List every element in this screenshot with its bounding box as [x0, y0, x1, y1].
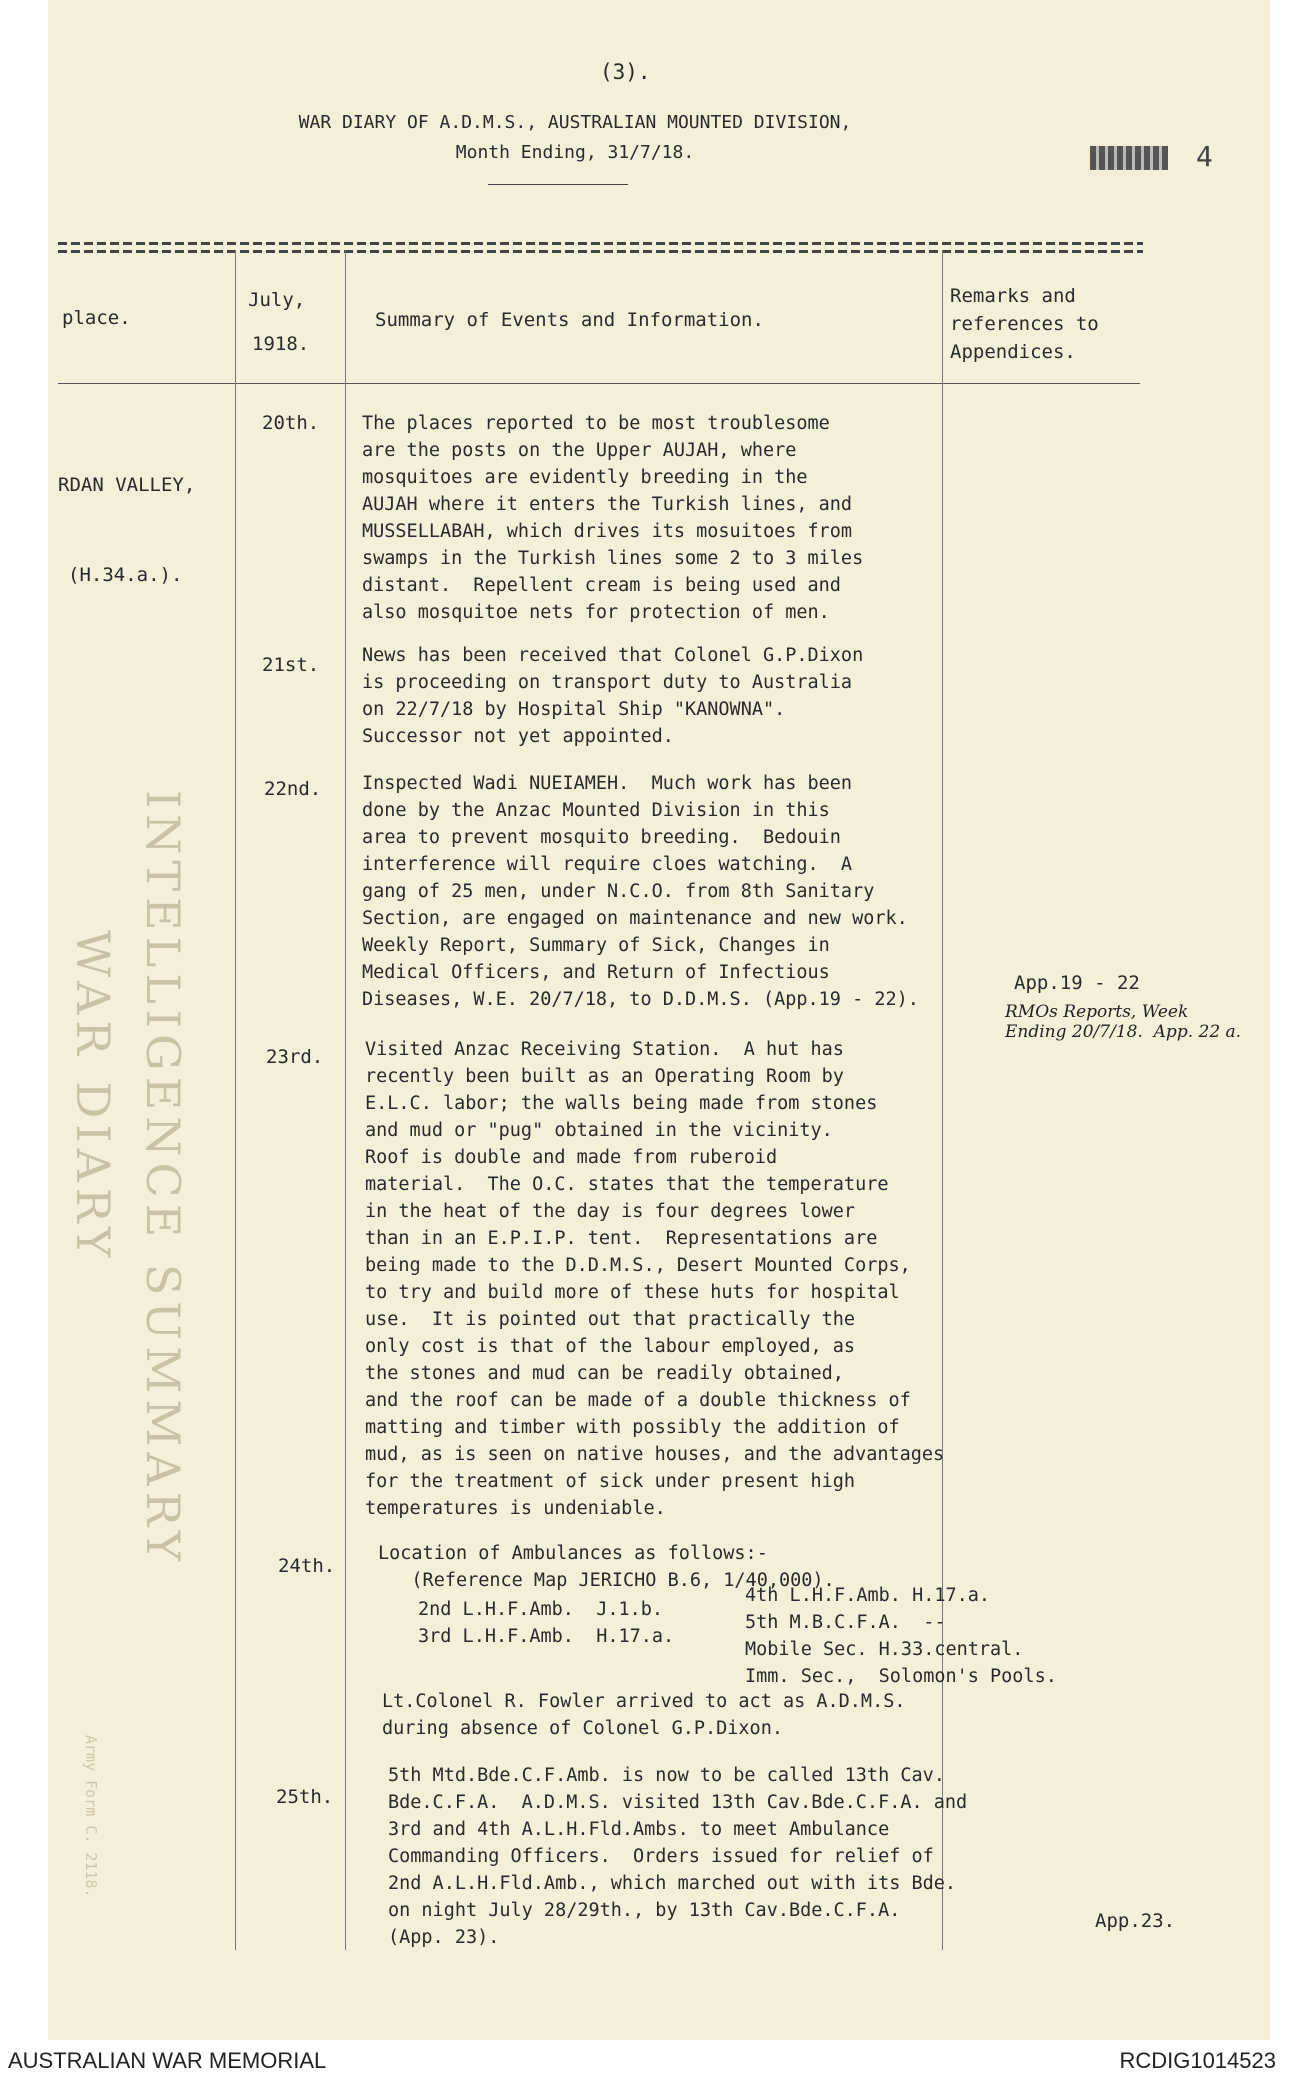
header-summary: Summary of Events and Information. [375, 309, 764, 331]
title-line-1: WAR DIARY OF A.D.M.S., AUSTRALIAN MOUNTED DIVISION, [298, 112, 852, 133]
ambulance-list-left: 2nd L.H.F.Amb. J.1.b. 3rd L.H.F.Amb. H.17.a. [418, 1599, 675, 1647]
entry-date-21st: 21st. [262, 654, 320, 676]
place-line-1: RDAN VALLEY, [58, 474, 196, 496]
header-bottom-rule [58, 383, 1140, 384]
dashed-rule-top-2 [58, 250, 1143, 253]
entry-date-24th: 24th. [278, 1555, 336, 1577]
remark-25th: App.23. [1095, 1910, 1176, 1932]
header-month: July, [248, 289, 306, 311]
header-place: place. [62, 307, 131, 329]
entry-text-25th: 5th Mtd.Bde.C.F.Amb. is now to be called 13th Cav. Bde.C.F.A. A.D.M.S. visited 13th Cav.Bde.C.F.A. and 3rd and 4th A.L.H.Fld.Ambs. to meet Ambulance Commanding Officers. Orders issued for relief of 2nd A.L.H.Fld.Amb., which marched out with its Bde. on night July 28/29th., by 13th Cav.Bde.C.F.A. (App. 23). [388, 1765, 968, 1948]
document-title [250, 108, 900, 168]
entry-text-24th-b: Lt.Colonel R. Fowler arrived to act as A.D.M.S. during absence of Colonel G.P.Dixon. [382, 1691, 906, 1739]
footer-record-id: RCDIG1014523 [1119, 2048, 1276, 2073]
stamp-blot [1090, 146, 1168, 170]
title-underline [488, 184, 628, 185]
page-number: (3). [600, 60, 651, 84]
header-remarks-line-1: Remarks and [950, 285, 1076, 307]
column-divider-date [235, 250, 236, 1950]
side-watermark-army-form: Army Form C. 2118. [82, 1735, 100, 1898]
dashed-rule-top [58, 242, 1143, 245]
place-cell [58, 410, 195, 620]
handwritten-note-22nd: RMOs Reports, Week Ending 20/7/18. App. 22 a. [1005, 1002, 1242, 1042]
header-year: 1918. [252, 333, 310, 355]
corner-folio [1090, 140, 1213, 173]
remark-22nd: App.19 - 22 [1014, 972, 1140, 994]
scan-margin [0, 0, 48, 2040]
header-remarks-line-2: references to [950, 313, 1099, 335]
entry-date-23rd: 23rd. [266, 1046, 324, 1068]
entry-text-24th-a: Location of Ambulances as follows:- (Reference Map JERICHO B.6, 1/40,000). [378, 1543, 835, 1591]
entry-date-22nd: 22nd. [264, 778, 322, 800]
side-watermark-intelligence-summary: INTELLIGENCE SUMMARY [136, 790, 190, 1568]
entry-date-25th: 25th. [276, 1786, 334, 1808]
ambulance-list-right: 4th L.H.F.Amb. H.17.a. 5th M.B.C.F.A. -- Mobile Sec. H.33.central. Imm. Sec., Solomon's Pools. [745, 1585, 1057, 1687]
header-remarks-line-3: Appendices. [950, 341, 1076, 363]
entry-text-21st: News has been received that Colonel G.P.Dixon is proceeding on transport duty to Australia on 22/7/18 by Hospital Ship "KANOWNA". Successor not yet appointed. [362, 645, 864, 747]
entry-text-22nd: Inspected Wadi NUEIAMEH. Much work has been done by the Anzac Mounted Division in this area to prevent mosquito breeding. Bedouin interference will require cloes watching. A gang of 25 men, under N.C.O. from 8th Sanitary Section, are engaged on maintenance and new work. Weekly Report, Summary of Sick, Changes in Medical Officers, and Return of Infectious Diseases, W.E. 20/7/18, to D.D.M.S. (App.19 - 22). [362, 773, 919, 1010]
header-remarks [950, 282, 1099, 366]
footer-archive-name: AUSTRALIAN WAR MEMORIAL [8, 2048, 327, 2073]
entry-text-20th: The places reported to be most troublesome are the posts on the Upper AUJAH, where mosquitoes are evidently breeding in the AUJAH where it enters the Turkish lines, and MUSSELLABAH, which drives its mosuitoes from swamps in the Turkish lines some 2 to 3 miles distant. Repellent cream is being used and also mosquitoe nets for protection of men. [362, 413, 864, 623]
side-watermark-war-diary: WAR DIARY [66, 930, 120, 1264]
place-line-2: (H.34.a.). [68, 564, 183, 586]
entry-text-23rd: Visited Anzac Receiving Station. A hut has recently been built as an Operating Room by E.L.C. labor; the walls being made from stones and mud or "pug" obtained in the vicinity. Roof is double and made from ruberoid material. The O.C. states that the temperature in the heat of the day is four degrees lower than in an E.P.I.P. tent. Representations are being made to the D.D.M.S., Desert Mounted Corps, to try and build more of these huts for hospital use. It is pointed out that practically the only cost is that of the labour employed, as the stones and mud can be readily obtained, and the roof can be made of a double thickness of matting and timber with possibly the addition of mud, as is seen on native houses, and the advantages for the treatment of sick under present high temperatures is undeniable. [365, 1039, 945, 1519]
title-line-2: Month Ending, 31/7/18. [455, 142, 695, 163]
corner-number: 4 [1196, 140, 1213, 173]
entry-date-20th: 20th. [262, 412, 320, 434]
column-divider-summary [345, 250, 346, 1950]
